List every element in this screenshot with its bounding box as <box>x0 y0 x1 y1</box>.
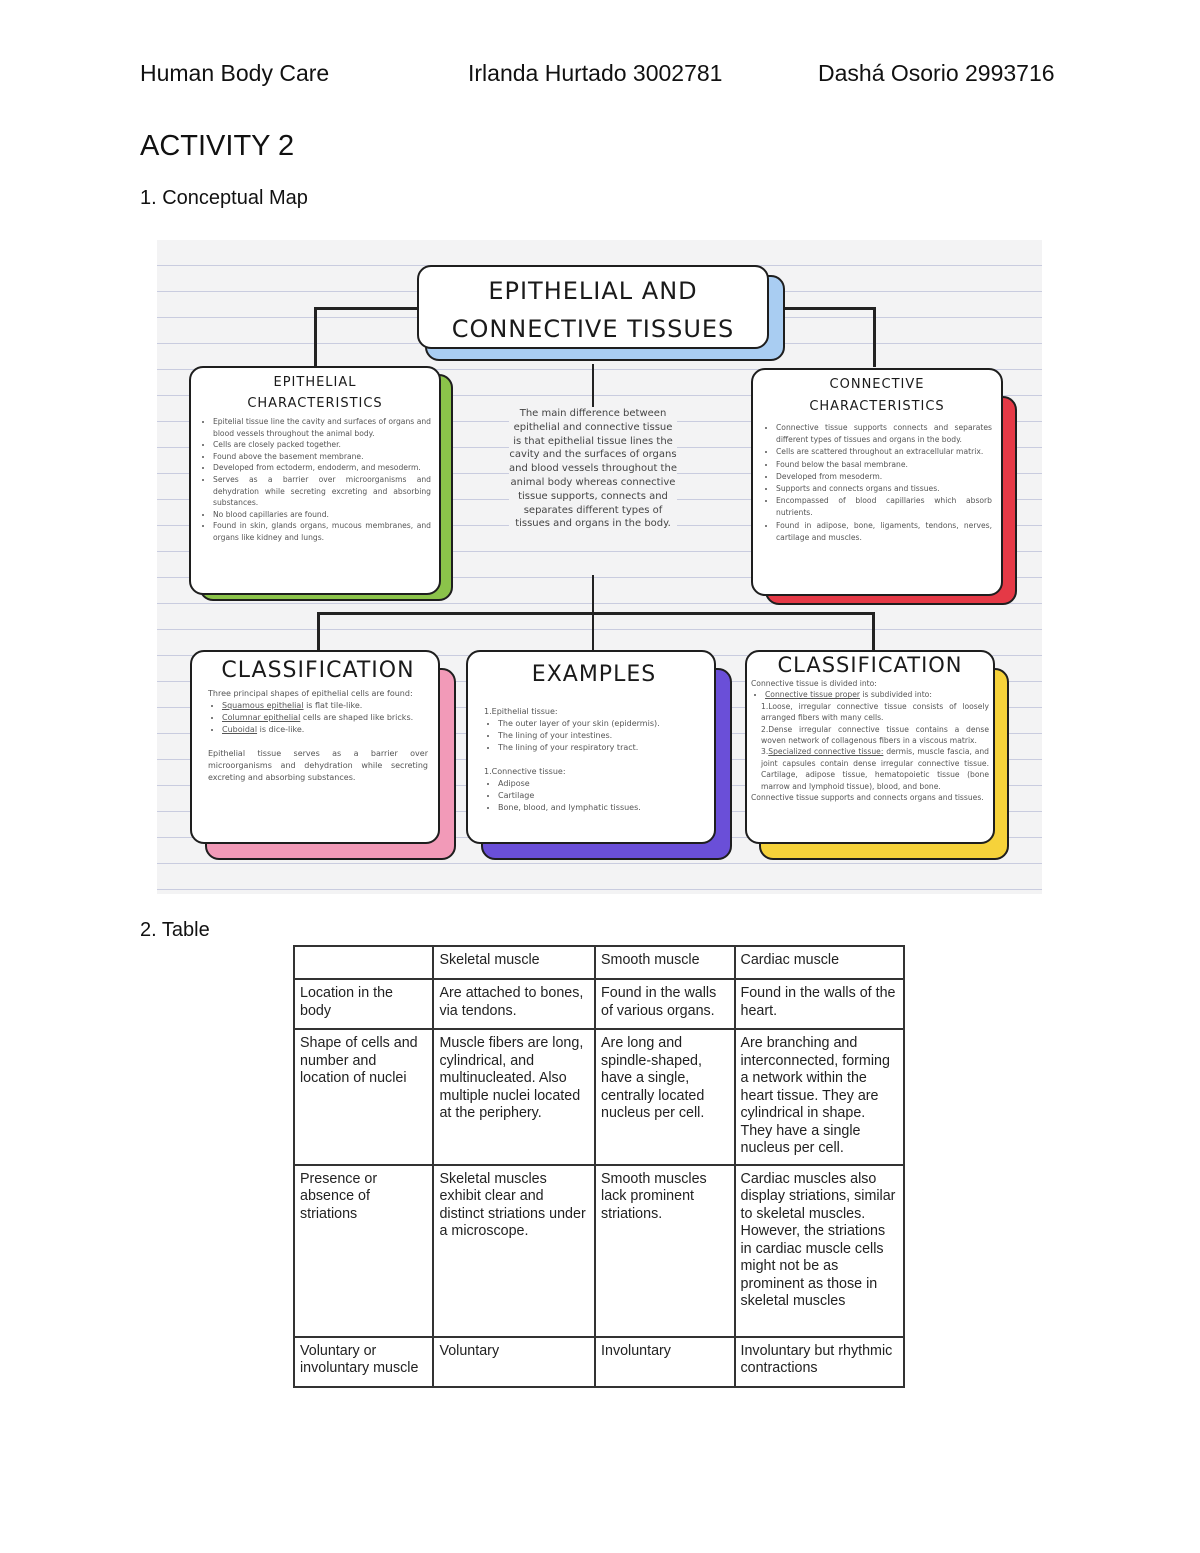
connective-title-line2: CHARACTERISTICS <box>809 399 945 414</box>
table-cell: Are attached to bones, via tendons. <box>433 979 595 1029</box>
example-item: • Adipose <box>498 778 704 790</box>
table-header-cell <box>294 946 433 979</box>
classification-left-outro: Epithelial tissue serves as a barrier over microorganisms and dehydration while secreting excreting and absorbing substances. <box>208 749 428 782</box>
table-row-label: Voluntary or involuntary muscle <box>294 1337 433 1387</box>
section-title-table: 2. Table <box>140 919 210 941</box>
course-name: Human Body Care <box>140 60 330 86</box>
connective-item: • Developed from mesoderm. <box>776 471 992 483</box>
table-cell: Smooth muscles lack prominent striations. <box>595 1165 734 1337</box>
connector-line <box>873 307 876 367</box>
table-header-row <box>294 946 904 979</box>
table-row <box>294 979 904 1029</box>
example-item: • The lining of your respiratory tract. <box>498 742 704 754</box>
connective-item: • Found in adipose, bone, ligaments, tendons, nerves, cartilage and muscles. <box>776 520 992 544</box>
table-header-cell: Skeletal muscle <box>433 946 595 979</box>
classification-left-intro: Three principal shapes of epithelial cells are found: <box>208 689 413 698</box>
map-title-line2: CONNECTIVE TISSUES <box>451 315 735 343</box>
example-item: • The outer layer of your skin (epidermis). <box>498 718 704 730</box>
connective-item: • Connective tissue supports connects and separates different types of tissues and organs in the body. <box>776 422 992 446</box>
table-row-label: Presence or absence of striations <box>294 1165 433 1337</box>
epithelial-item: • Cells are closely packed together. <box>213 439 431 451</box>
connective-title-line1: CONNECTIVE <box>829 377 925 392</box>
connector-line <box>314 307 317 367</box>
connector-line <box>317 612 875 615</box>
epithelial-item: • No blood capillaries are found. <box>213 509 431 521</box>
student-name-2: Dashá Osorio 2993716 <box>818 60 1055 86</box>
table-cell: Found in the walls of various organs. <box>595 979 734 1029</box>
shape-item: • Cuboidal is dice-like. <box>222 724 428 736</box>
table-row <box>294 1029 904 1165</box>
examples-group2-title: 1.Connective tissue: <box>484 767 566 776</box>
connector-line <box>317 612 320 652</box>
epithelial-item: • Serves as a barrier over microorganisms and dehydration while secreting excreting and absorbing substances. <box>213 474 431 509</box>
classification-right-item3: 3.Specialized connective tissue: dermis, muscle fascia, and joint capsules contain dense irregular connective tissue. Cartilage, adipose tissue, hematopoietic tissue (bone marrow and lymphoid tissue), blood, and bone. <box>761 747 989 791</box>
epithelial-item: • Found above the basement membrane. <box>213 451 431 463</box>
connector-line <box>872 612 875 652</box>
table-cell: Are long and spindle-shaped, have a single, centrally located nucleus per cell. <box>595 1029 734 1165</box>
table-cell: Involuntary but rhythmic contractions <box>735 1337 905 1387</box>
connective-item: • Encompassed of blood capillaries which absorb nutrients. <box>776 495 992 519</box>
classification-right-item2: 2.Dense irregular connective tissue contains a dense woven network of collagenous fibers in a viscous matrix. <box>761 724 989 746</box>
table-row <box>294 1165 904 1337</box>
classification-right-item1: 1.Loose, irregular connective tissue consists of loosely arranged fibers with many cells. <box>761 701 989 723</box>
epithelial-characteristics-card <box>189 366 453 601</box>
classification-right-intro: Connective tissue is divided into: <box>751 679 877 688</box>
epithelial-item: • Found in skin, glands organs, mucous membranes, and organs like kidney and lungs. <box>213 520 431 543</box>
table-cell: Involuntary <box>595 1337 734 1387</box>
muscle-comparison-table <box>293 945 905 1388</box>
table-cell: Found in the walls of the heart. <box>735 979 905 1029</box>
connective-characteristics-card <box>751 368 1017 605</box>
example-item: • The lining of your intestines. <box>498 730 704 742</box>
classification-right-bullet: • Connective tissue proper is subdivided into: <box>765 689 989 700</box>
table-cell: Voluntary <box>433 1337 595 1387</box>
connector-line <box>772 307 876 310</box>
map-title-box <box>417 265 785 361</box>
examples-title: EXAMPLES <box>531 662 657 687</box>
connective-item: • Cells are scattered throughout an extracellular matrix. <box>776 446 992 458</box>
table-row-label: Shape of cells and number and location of nuclei <box>294 1029 433 1165</box>
example-item: • Cartilage <box>498 790 704 802</box>
table-header-cell: Cardiac muscle <box>735 946 905 979</box>
connective-item: • Supports and connects organs and tissues. <box>776 483 992 495</box>
examples-group1-title: 1.Epithelial tissue: <box>484 707 558 716</box>
epithelial-title-line1: EPITHELIAL <box>273 375 357 390</box>
example-item: • Bone, blood, and lymphatic tissues. <box>498 802 704 814</box>
map-title-line1: EPITHELIAL AND <box>488 277 698 305</box>
examples-card <box>466 650 732 860</box>
shape-item: • Columnar epithelial cells are shaped like bricks. <box>222 712 428 724</box>
classification-connective-card <box>745 650 1009 860</box>
section-title-concept-map: 1. Conceptual Map <box>140 187 308 209</box>
table-row-label: Location in the body <box>294 979 433 1029</box>
student-name-1: Irlanda Hurtado 3002781 <box>468 60 723 86</box>
classification-left-title: CLASSIFICATION <box>221 658 415 683</box>
table-row <box>294 1337 904 1387</box>
concept-map <box>157 240 1042 894</box>
table-cell: Are branching and interconnected, forming a network within the heart tissue. They are cylindrical in shape. They have a single nucleus per cell. <box>735 1029 905 1165</box>
connector-line <box>314 307 418 310</box>
epithelial-item: • Developed from ectoderm, endoderm, and mesoderm. <box>213 462 431 474</box>
table-cell: Skeletal muscles exhibit clear and distinct striations under a microscope. <box>433 1165 595 1337</box>
epithelial-title-line2: CHARACTERISTICS <box>247 396 383 411</box>
classification-right-outro: Connective tissue supports and connects organs and tissues. <box>751 793 984 803</box>
classification-epithelial-card <box>190 650 456 860</box>
connective-item: • Found below the basal membrane. <box>776 459 992 471</box>
table-cell: Cardiac muscles also display striations, similar to skeletal muscles. However, the striations in cardiac muscle cells might not be as prominent as those in skeletal muscles <box>735 1165 905 1337</box>
difference-text: The main difference between epithelial and connective tissue is that epithelial tissue lines the cavity and the surfaces of organs and blood vessels throughout the animal body whereas connective tissue supports, connects and separates different types of tissues and organs in the body. <box>509 408 677 530</box>
table-header-cell: Smooth muscle <box>595 946 734 979</box>
epithelial-item: • Epitelial tissue line the cavity and surfaces of organs and blood vessels throughout the animal body. <box>213 416 431 439</box>
table-cell: Muscle fibers are long, cylindrical, and multinucleated. Also multiple nuclei located at the periphery. <box>433 1029 595 1165</box>
classification-right-title: CLASSIFICATION <box>777 653 963 677</box>
shape-item: • Squamous epithelial is flat tile-like. <box>222 700 428 712</box>
activity-title: ACTIVITY 2 <box>140 130 295 162</box>
